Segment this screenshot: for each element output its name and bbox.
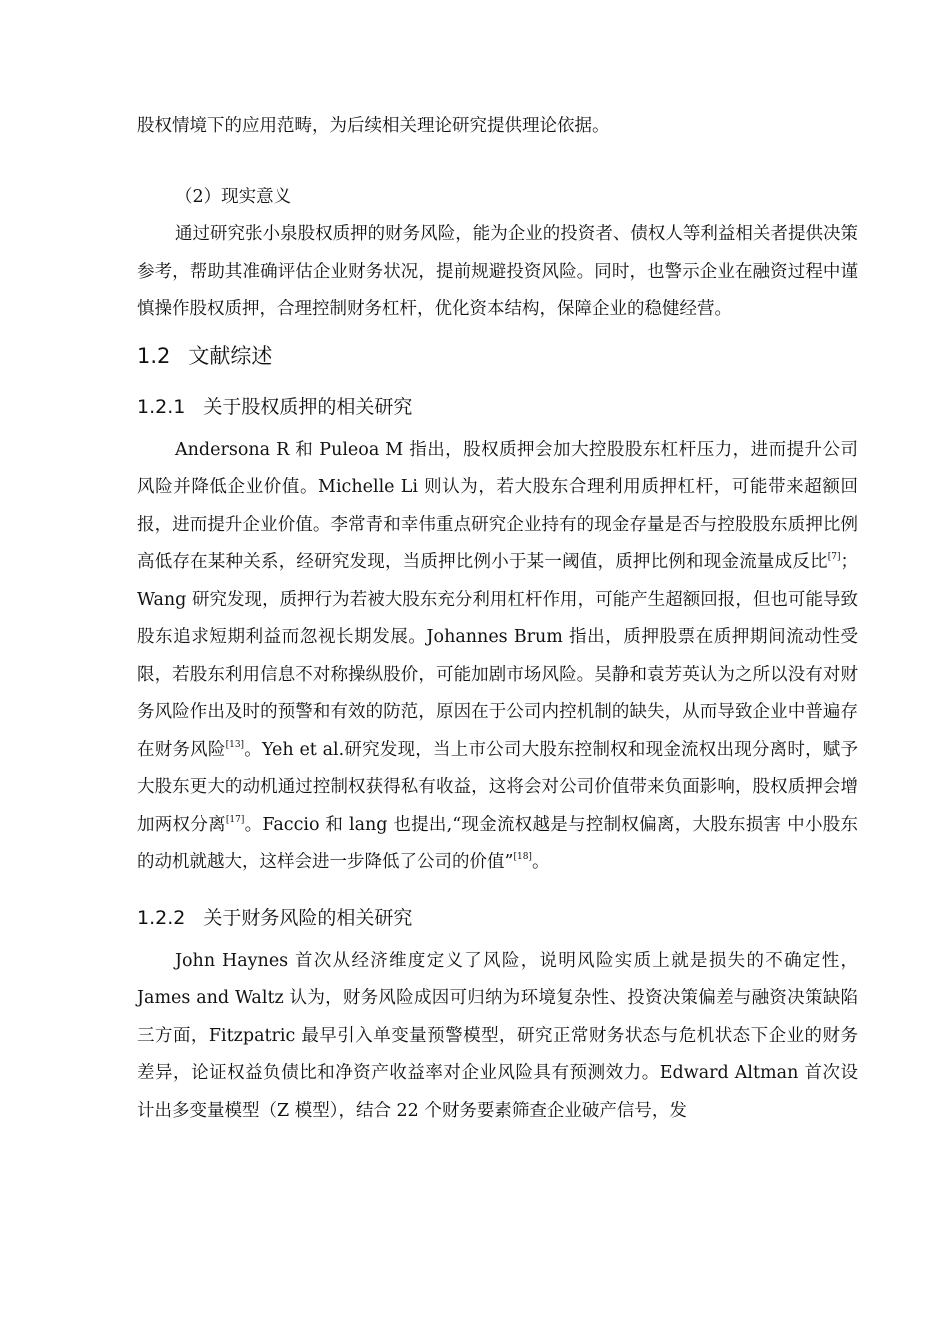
citation: [18] xyxy=(513,852,532,862)
paragraph-text: 。Faccio 和 lang 也提出,“现金流权越是与控制权偏离，大股东损害 中小股东的动机就越大，这样会进一步降低了公司的价值” xyxy=(137,814,859,872)
section-title: 关于财务风险的相关研究 xyxy=(203,906,413,929)
section-number: 1.2 xyxy=(137,343,171,368)
section-title: 关于股权质押的相关研究 xyxy=(203,395,413,418)
document-page xyxy=(137,108,858,1130)
section-number: 1.2.2 xyxy=(137,906,186,929)
section-title: 文献综述 xyxy=(188,343,273,368)
financial-risk-literature-paragraph: John Haynes 首次从经济维度定义了风险，说明风险实质上就是损失的不确定性，James and Waltz 认为，财务风险成因可归纳为环境复杂性、投资决策偏差与融资决策缺陷三方面，Fitzpatric 最早引入单变量预警模型，研究正常财务状态与危机状态下企业的财务差异，论证权益负债比和净资产收益率对企业风险具有预测效力。Edward Altman 首次设计出多变量模型（Z 模型），结合 22 个财务要素筛查企业破产信号，发 xyxy=(137,950,858,1121)
equity-pledge-literature-paragraph xyxy=(137,432,858,882)
section-heading-1-2-1 xyxy=(137,392,858,422)
section-heading-1-2-2 xyxy=(137,903,858,933)
citation: [17] xyxy=(225,814,245,825)
section-number: 1.2.1 xyxy=(137,395,186,418)
paragraph-text: 。Yeh et al.研究发现，当上市公司大股东控制权和现金流权出现分离时，赋予大股东更大的动机通过控制权获得私有收益，这将会对公司价值带来负面影响，股权质押会增加两权分离 xyxy=(137,739,859,835)
paragraph-text: 。 xyxy=(531,852,550,872)
section-heading-1-2 xyxy=(137,341,858,371)
paragraph-text: ；Wang 研究发现，质押行为若被大股东充分利用杠杆作用，可能产生超额回报，但也可能导致股东追求短期利益而忽视长期发展。Johannes Brum 指出，质押股票在质押期间流动性受限，若股东利用信息不对称操纵股价，可能加剧市场风险。吴静和袁芳英认为之所以没有对财务风险作出及时的预警和有效的防范，原因在于公司内控机制的缺失，从而导致企业中普遍存在财务风险 xyxy=(137,552,858,760)
citation: [13] xyxy=(225,739,245,750)
practical-significance-paragraph: 通过研究张小泉股权质押的财务风险，能为企业的投资者、债权人等利益相关者提供决策参考，帮助其准确评估企业财务状况，提前规避投资风险。同时，也警示企业在融资过程中谨慎操作股权质押，合理控制财务杠杆，优化资本结构，保障企业的稳健经营。 xyxy=(137,224,858,319)
paragraph-text: Andersona R 和 Puleoa M 指出，股权质押会加大控股股东杠杆压力，进而提升公司风险并降低企业价值。Michelle Li 则认为，若大股东合理利用质押杠杆，可能带来超额回报，进而提升企业价值。李常青和幸伟重点研究企业持有的现金存量是否与控股股东质押比例高低存在某种关系，经研究发现，当质押比例小于某一阈值，质押比例和现金流量成反比 xyxy=(137,439,858,572)
citation: [7] xyxy=(827,552,841,562)
practical-significance-heading: （2）现实意义 xyxy=(175,186,292,207)
intro-line: 股权情境下的应用范畴，为后续相关理论研究提供理论依据。 xyxy=(137,116,610,136)
